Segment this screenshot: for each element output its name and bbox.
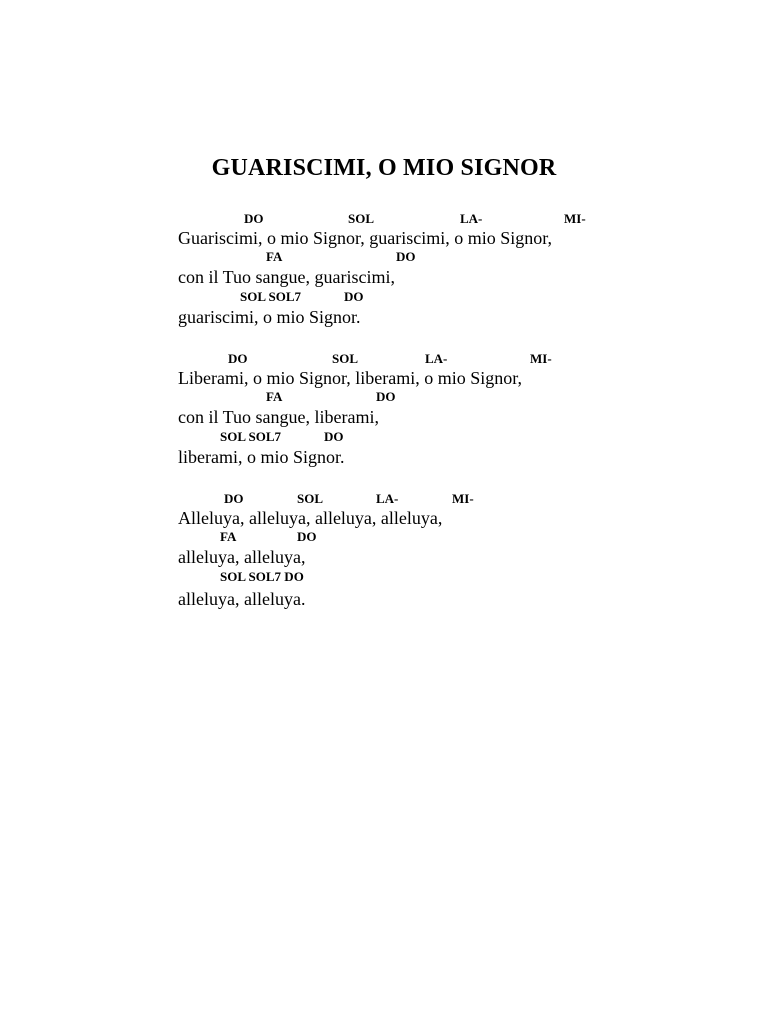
chord: SOL	[297, 491, 324, 506]
song-title: GUARISCIMI, O MIO SIGNOR	[211, 155, 557, 181]
chord: DO	[396, 249, 416, 264]
lyric-line: Alleluya, alleluya, alleluya, alleluya,	[178, 508, 443, 528]
chord: SOL SOL7	[240, 289, 302, 304]
lyric-line: liberami, o mio Signor.	[178, 447, 345, 467]
chord: MI-	[530, 351, 552, 366]
chord: MI-	[564, 211, 586, 226]
chord: MI-	[452, 491, 474, 506]
chord: SOL	[348, 211, 375, 226]
chord: DO	[324, 429, 344, 444]
chord: FA	[266, 389, 283, 404]
lyric-line: con il Tuo sangue, guariscimi,	[178, 267, 395, 287]
chord: SOL	[332, 351, 359, 366]
chord: FA	[266, 249, 283, 264]
lyric-line: alleluya, alleluya,	[178, 547, 306, 567]
chord: DO	[228, 351, 248, 366]
chord: SOL SOL7	[220, 429, 282, 444]
lyric-line: guariscimi, o mio Signor.	[178, 307, 361, 327]
chord: LA-	[376, 491, 399, 506]
chord: DO	[224, 491, 244, 506]
chord: LA-	[460, 211, 483, 226]
chord: SOL SOL7 DO	[220, 569, 304, 584]
lyric-line: Liberami, o mio Signor, liberami, o mio Signor,	[178, 368, 523, 388]
chord: DO	[244, 211, 264, 226]
lyric-line: con il Tuo sangue, liberami,	[178, 407, 379, 427]
chord: DO	[376, 389, 396, 404]
lyric-line: Guariscimi, o mio Signor, guariscimi, o mio Signor,	[178, 228, 553, 248]
chord: FA	[220, 529, 237, 544]
chord: LA-	[425, 351, 448, 366]
chord: DO	[297, 529, 317, 544]
lyric-line: alleluya, alleluya.	[178, 589, 306, 609]
chord: DO	[344, 289, 364, 304]
